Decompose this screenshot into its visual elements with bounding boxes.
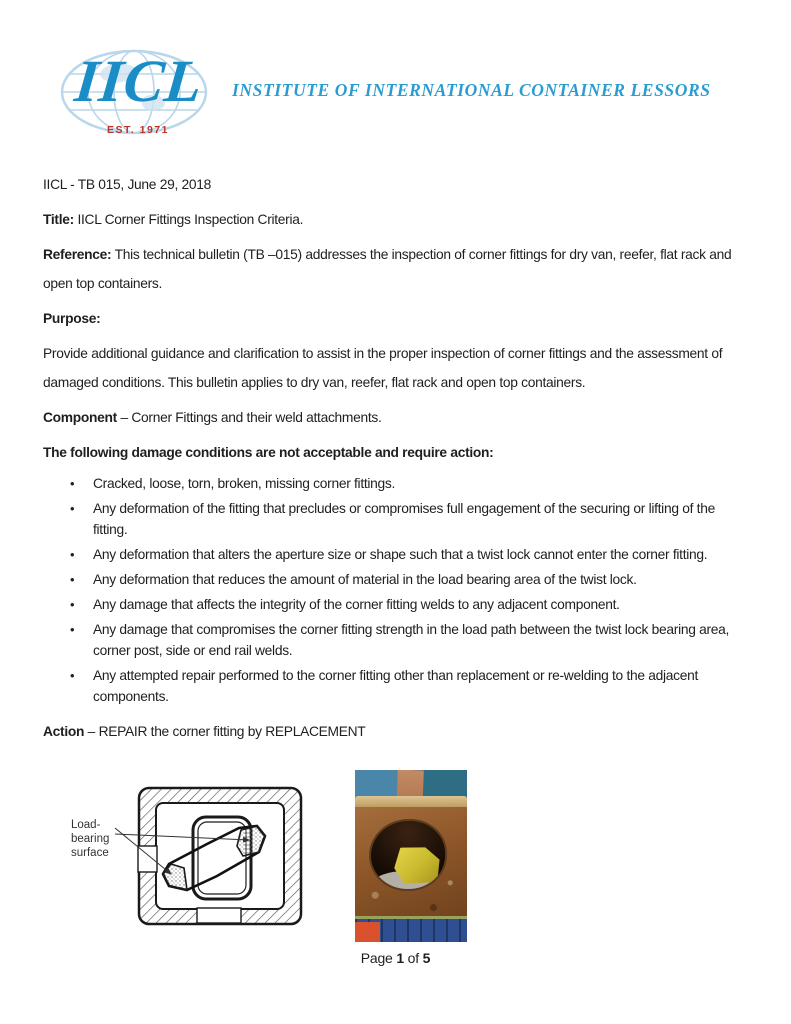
component-paragraph bbox=[43, 403, 748, 432]
damage-item: • Any damage that affects the integrity of the corner fitting welds to any adjacent component. bbox=[93, 594, 748, 615]
damage-list bbox=[43, 473, 748, 707]
of-word: of bbox=[407, 950, 419, 966]
reference-label: Reference: bbox=[43, 247, 112, 262]
damage-item: • Cracked, loose, torn, broken, missing corner fittings. bbox=[93, 473, 748, 494]
component-label: Component bbox=[43, 410, 117, 425]
action-text: – REPAIR the corner fitting by REPLACEMENT bbox=[87, 724, 366, 739]
title-paragraph bbox=[43, 205, 748, 234]
logo-established: EST. 1971 bbox=[107, 124, 169, 136]
figures-row bbox=[67, 770, 748, 942]
doc-id-line: IICL - TB 015, June 29, 2018 bbox=[43, 177, 212, 192]
photo-aperture-hole bbox=[369, 819, 447, 891]
page-number: 1 bbox=[396, 950, 404, 966]
logo-text: IICL bbox=[71, 48, 207, 114]
damage-item: • Any damage that compromises the corner fitting strength in the load path between the twist lock bearing area, corner post, side or end rail welds. bbox=[93, 619, 748, 661]
action-paragraph bbox=[43, 717, 748, 746]
damage-item: • Any deformation of the fitting that precludes or compromises full engagement of the securing or lifting of the fitting. bbox=[93, 498, 748, 540]
corner-fitting-diagram bbox=[67, 784, 309, 932]
damage-item: • Any deformation that reduces the amount of material in the load bearing area of the twist lock. bbox=[93, 569, 748, 590]
photo-orange-patch bbox=[355, 922, 380, 942]
page-footer bbox=[0, 950, 791, 966]
document-body bbox=[0, 140, 791, 942]
page-word: Page bbox=[360, 950, 393, 966]
title-text: IICL Corner Fittings Inspection Criteria. bbox=[77, 212, 304, 227]
diagram-label-line3: surface bbox=[71, 847, 109, 859]
title-label: Title: bbox=[43, 212, 74, 227]
diagram-label-line2: bearing bbox=[71, 833, 110, 845]
damage-item: • Any deformation that alters the aperture size or shape such that a twist lock cannot enter the corner fitting. bbox=[93, 544, 748, 565]
component-text: – Corner Fittings and their weld attachments. bbox=[120, 410, 382, 425]
purpose-text: Provide additional guidance and clarification to assist in the proper inspection of corner fittings and the assessment of damaged conditions. This bulletin applies to dry van, reefer, flat rack and open top containers. bbox=[43, 346, 723, 390]
photo-rusty-fitting bbox=[355, 796, 467, 920]
damage-item: • Any attempted repair performed to the corner fitting other than replacement or re-welding to the adjacent components. bbox=[93, 665, 748, 707]
action-label: Action bbox=[43, 724, 85, 739]
photo-fitting-top-edge bbox=[355, 796, 467, 807]
diagram-label-line1: Load- bbox=[71, 819, 101, 831]
reference-text: This technical bulletin (TB –015) addresses the inspection of corner fittings for dry van, reefer, flat rack and open top containers. bbox=[43, 247, 732, 291]
org-name: INSTITUTE OF INTERNATIONAL CONTAINER LESSORS bbox=[232, 80, 711, 100]
corner-fitting-photo bbox=[355, 770, 467, 942]
page-total: 5 bbox=[422, 950, 431, 966]
iicl-logo bbox=[58, 40, 210, 140]
purpose-heading: Purpose: bbox=[43, 311, 101, 326]
damage-heading: The following damage conditions are not acceptable and require action: bbox=[43, 445, 494, 460]
reference-paragraph bbox=[43, 240, 748, 298]
masthead bbox=[0, 0, 791, 140]
